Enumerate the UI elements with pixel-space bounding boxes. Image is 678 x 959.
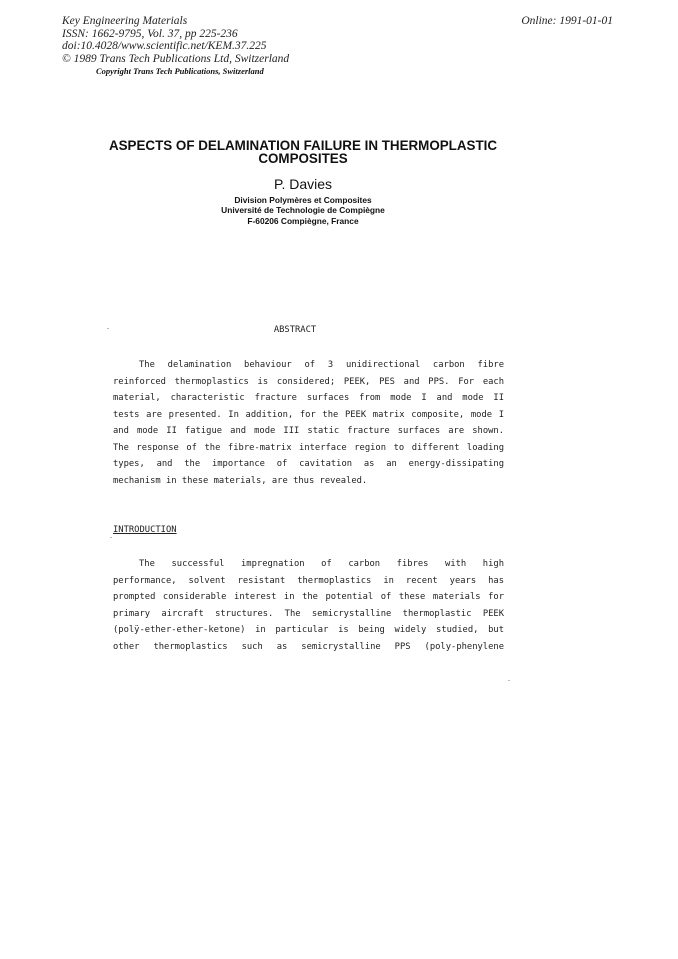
publication-metadata [62, 15, 289, 65]
abstract-line: mechanism in these materials, are thus revealed. [113, 475, 368, 486]
introduction-line: The successful impregnation of carbon fibres with high [139, 559, 504, 569]
abstract-body [113, 357, 504, 489]
abstract-line: tests are presented. In addition, for the PEEK matrix composite, mode I [113, 409, 504, 420]
abstract-line: and mode II fatigue and mode III static fracture surfaces are shown. [113, 426, 504, 436]
paper-title [100, 139, 506, 165]
affiliation-line: Division Polymères et Composites [234, 195, 372, 205]
introduction-line: primary aircraft structures. The semicrystalline thermoplastic PEEK [113, 608, 504, 619]
introduction-line: (polÿ-ether-ether-ketone) in particular is being widely studied, but [113, 625, 504, 635]
abstract-heading: ABSTRACT [273, 325, 317, 335]
introduction-heading: INTRODUCTION [113, 525, 177, 535]
affiliation-line: F-60206 Compiègne, France [247, 215, 359, 226]
introduction-line: prompted considerable interest in the potential of these materials for [113, 592, 504, 602]
introduction-body [113, 556, 504, 655]
abstract-line: The delamination behaviour of 3 unidirectional carbon fibre [139, 360, 504, 370]
journal-name: Key Engineering Materials [62, 15, 188, 27]
doi-link[interactable]: doi:10.4028/www.scientific.net/KEM.37.225 [62, 40, 267, 53]
introduction-line: other thermoplastics such as semicrystalline PPS (poly-phenylene [113, 641, 504, 652]
abstract-line: The response of the fibre-matrix interface region to different loading [113, 442, 504, 453]
copyright-line: Copyright Trans Tech Publications, Switzerland [96, 66, 264, 76]
scan-speck [110, 537, 112, 538]
introduction-line: performance, solvent resistant thermoplastics in recent years has [113, 575, 504, 586]
scan-speck [107, 328, 109, 329]
scan-speck [508, 680, 510, 681]
online-date: Online: 1991-01-01 [521, 15, 613, 27]
title-line-2: COMPOSITES [258, 151, 348, 166]
issn-volume: ISSN: 1662-9795, Vol. 37, pp 225-236 [62, 27, 238, 40]
affiliation-line: Université de Technologie de Compiègne [221, 205, 385, 216]
title-line-1: ASPECTS OF DELAMINATION FAILURE IN THERMOPLASTIC [108, 138, 498, 153]
abstract-line: material, characteristic fracture surfaces from mode I and mode II [113, 393, 504, 403]
author-name: P. Davies [273, 176, 333, 192]
abstract-line: reinforced thermoplastics is considered; PEEK, PES and PPS. For each [113, 376, 504, 387]
author-affiliation [100, 195, 506, 226]
abstract-line: types, and the importance of cavitation as an energy-dissipating [113, 459, 504, 469]
publisher-notice: © 1989 Trans Tech Publications Ltd, Switzerland [62, 52, 290, 65]
